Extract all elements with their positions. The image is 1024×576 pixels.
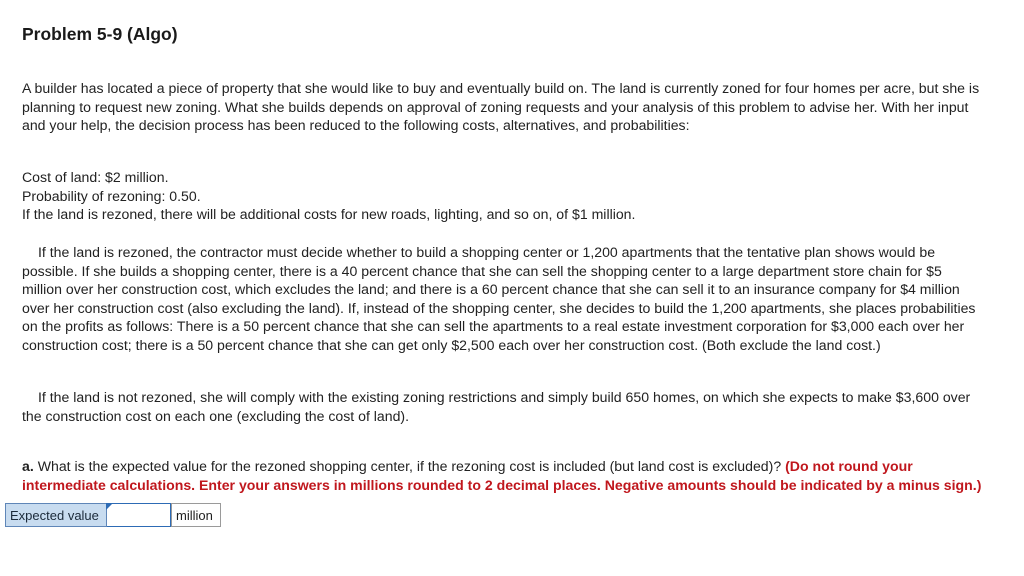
expected-value-input-wrapper[interactable] — [107, 503, 171, 527]
question-instructions: (Do not round your intermediate calculations. Enter your answers in millions rounded to 2 decimal places. Negative amounts should be indicated by a minus sign.) — [22, 458, 982, 493]
expected-value-input[interactable] — [107, 504, 170, 526]
intro-paragraph: A builder has located a piece of property that she would like to buy and eventually build on. The land is currently zoned for four homes per acre, but she is planning to request new zoning. What she builds depends on approval of zoning requests and your analysis of this problem to advise her. With her input and your help, the decision process has been reduced to the following costs, alternatives, and probabilities: — [22, 80, 980, 133]
facts-list — [22, 168, 982, 224]
flag-icon — [106, 503, 113, 510]
problem-container — [22, 20, 982, 493]
rezoned-paragraph — [22, 243, 982, 354]
problem-title: Problem 5-9 (Algo) — [22, 24, 178, 44]
question-text: What is the expected value for the rezoned shopping center, if the rezoning cost is included (but land cost is excluded)? — [37, 458, 782, 475]
expected-value-label: Expected value — [5, 503, 107, 527]
answer-row — [5, 503, 221, 527]
question-letter: a. — [22, 458, 34, 475]
not-rezoned-text: If the land is not rezoned, she will comply with the existing zoning restrictions and simply build 650 homes, on which she expects to make $3,600 over the construction cost on each one (excluding the cost of land). — [22, 389, 971, 424]
fact-rezoning-probability: Probability of rezoning: 0.50. — [22, 187, 201, 204]
fact-additional-costs: If the land is rezoned, there will be additional costs for new roads, lighting, and so on, of $1 million. — [22, 206, 636, 222]
question-a — [22, 457, 982, 494]
unit-label: million — [171, 503, 221, 527]
not-rezoned-paragraph — [22, 388, 982, 425]
fact-land-cost: Cost of land: $2 million. — [22, 169, 169, 185]
rezoned-text: If the land is rezoned, the contractor must decide whether to build a shopping center or 1,200 apartments that the tentative plan shows would be possible. If she builds a shopping center, there is a 40 percent chance that she can sell the shopping center to a large department store chain for $5 million over her construction cost, which excludes the land; and there is a 60 percent chance that she can sell it to an insurance company for $4 million over her construction cost (also excluding the land). If, instead of the shopping center, she decides to build the 1,200 apartments, she places probabilities on the profits as follows: There is a 50 percent chance that she can sell the apartments to a real estate investment corporation for $3,000 each over her construction cost; there is a 50 percent chance that she can get only $2,500 each over her construction cost. (Both exclude the land cost.) — [22, 244, 976, 353]
